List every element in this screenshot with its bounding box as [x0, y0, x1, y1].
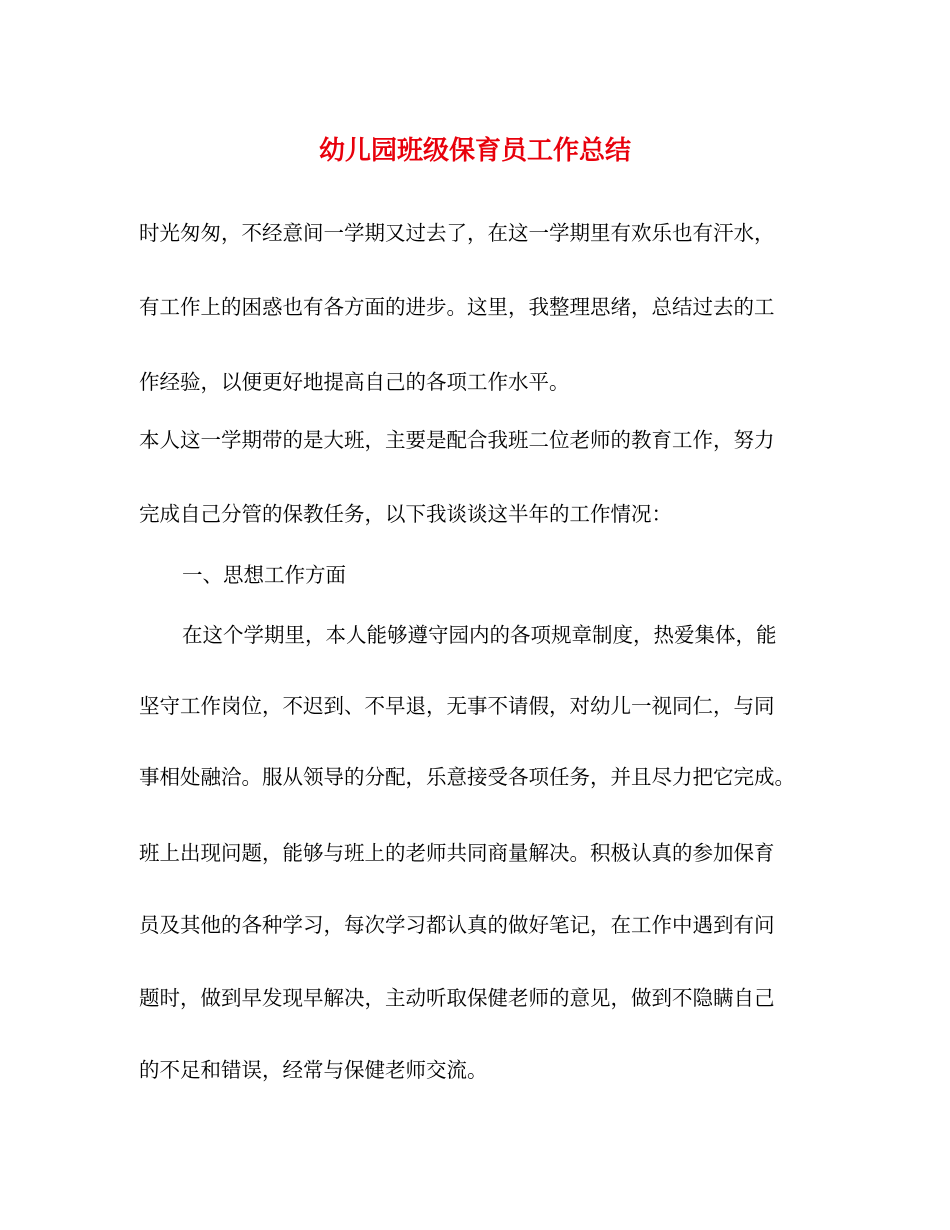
paragraph-line: 事相处融洽。服从领导的分配，乐意接受各项任务，并且尽力把它完成。: [139, 765, 795, 789]
paragraph-line: 的不足和错误，经常与保健老师交流。: [139, 1058, 488, 1082]
paragraph-line: 完成自己分管的保教任务，以下我谈谈这半年的工作情况：: [139, 502, 672, 526]
section-heading: 一、思想工作方面: [182, 563, 346, 587]
paragraph-line: 题时，做到早发现早解决，主动听取保健老师的意见，做到不隐瞒自己: [139, 986, 775, 1010]
paragraph-line: 班上出现问题，能够与班上的老师共同商量解决。积极认真的参加保育: [139, 841, 775, 865]
paragraph-line: 坚守工作岗位，不迟到、不早退，无事不请假，对幼儿一视同仁，与同: [139, 694, 775, 718]
paragraph-line: 在这个学期里，本人能够遵守园内的各项规章制度，热爱集体，能: [182, 623, 777, 647]
paragraph-line: 作经验，以便更好地提高自己的各项工作水平。: [139, 370, 570, 394]
document-title: 幼儿园班级保育员工作总结: [318, 136, 631, 166]
paragraph-line: 员及其他的各种学习，每次学习都认真的做好笔记，在工作中遇到有问: [139, 913, 775, 937]
paragraph-line: 时光匆匆，不经意间一学期又过去了，在这一学期里有欢乐也有汗水，: [139, 221, 775, 245]
paragraph-line: 本人这一学期带的是大班，主要是配合我班二位老师的教育工作，努力: [139, 428, 775, 452]
paragraph-line: 有工作上的困惑也有各方面的进步。这里，我整理思绪，总结过去的工: [139, 295, 775, 319]
